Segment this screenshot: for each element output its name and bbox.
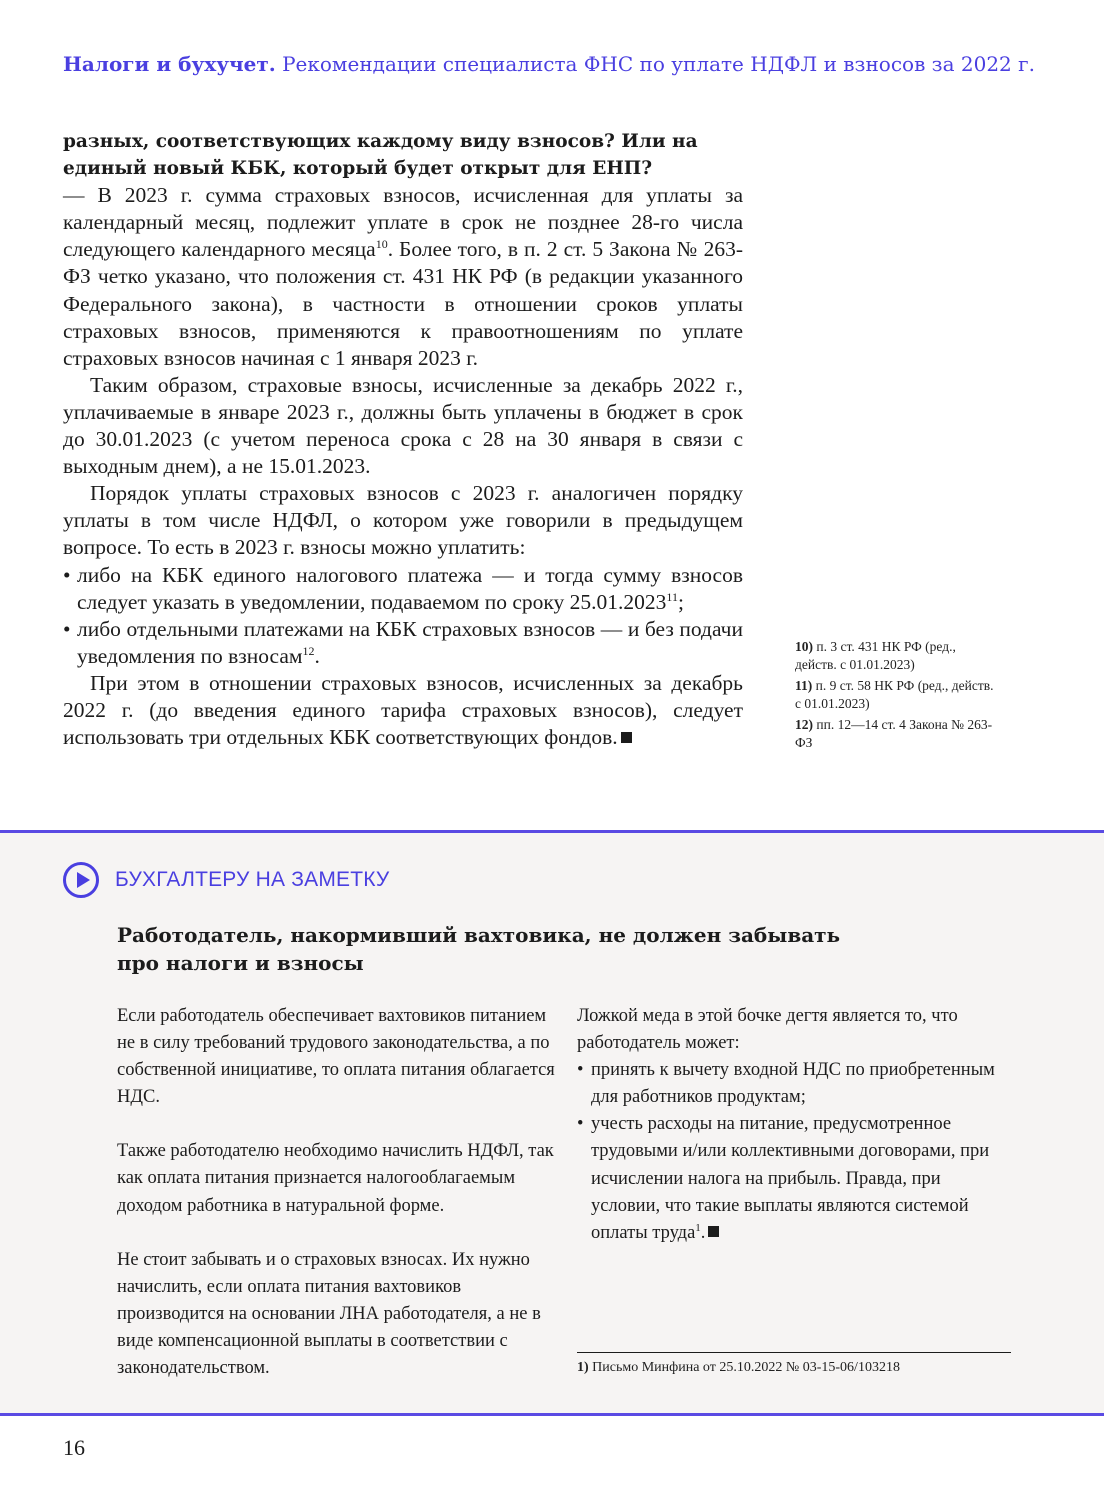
footnote-text: п. 3 ст. 431 НК РФ (ред., действ. с 01.01.2023): [795, 639, 956, 672]
note-title: Работодатель, накормивший вахтовика, не должен забывать про налоги и взносы: [117, 923, 841, 975]
footnote-number: 10): [795, 639, 813, 654]
answer-text: — В 2023 г. сумма страховых взносов, исчисленная для уплаты за календарный месяц, подлежит уплате в срок не позднее 28-го числа следующего календарного месяца: [63, 183, 743, 262]
paragraph-2: Таким образом, страховые взносы, исчисленные за декабрь 2022 г., уплачиваемые в январе 2023 г., должны быть уплачены в бюджет в срок до 30.01.2023 (с учетом переноса срока с 28 на 30 января в связи с выходным днем), а не 15.01.2023.: [63, 372, 743, 479]
list-item: [63, 616, 743, 670]
footnote-text: пп. 12—14 ст. 4 Закона № 263-ФЗ: [795, 717, 993, 750]
footnote-ref-1: 1: [695, 1221, 701, 1234]
footnote-ref-12: 12: [302, 643, 315, 658]
black-square-icon: [621, 732, 632, 743]
note-paragraph: Также работодателю необходимо начислить НДФЛ, так как оплата питания признается налогооблагаемым доходом работника в натуральной форме.: [117, 1141, 554, 1216]
paragraph-3: Порядок уплаты страховых взносов с 2023 г. аналогичен порядку уплаты в том числе НДФЛ, о котором уже говорили в предыдущем вопросе. То есть в 2023 г. взносы можно уплатить:: [63, 481, 743, 560]
note-paragraph: Не стоит забывать и о страховых взносах. Их нужно начислить, если оплата питания вахтовиков производится на основании ЛНА работодателя, а не в виде компенсационной выплаты в соответствии с законодательством.: [117, 1249, 541, 1379]
list-item: [577, 1111, 1007, 1246]
footnote-item: [795, 677, 995, 713]
paragraph-4-text: При этом в отношении страховых взносов, исчисленных за декабрь 2022 г. (до введения единого тарифа страховых взносов), следует использовать три отдельных КБК соответствующих фондов.: [63, 670, 743, 750]
note-footnote: [577, 1359, 1017, 1377]
main-text-column: [63, 128, 743, 751]
answer-paragraph: [63, 182, 743, 372]
list-item-end: .: [314, 643, 320, 668]
footnote-text: Письмо Минфина от 25.10.2022 № 03-15-06/103218: [592, 1360, 900, 1375]
header-section: Налоги и бухучет.: [63, 52, 276, 76]
list-item-end: .: [700, 1222, 706, 1243]
footnote-ref-11: 11: [666, 589, 678, 604]
footnote-item: [795, 716, 995, 752]
note-right-column: [577, 1003, 1007, 1247]
footnote-text: п. 9 ст. 58 НК РФ (ред., действ. с 01.01.2023): [795, 678, 994, 711]
footnote-ref-10: 10: [375, 237, 388, 252]
page-number: 16: [63, 1435, 85, 1460]
question-text: разных, соответствующих каждому виду взносов? Или на единый новый КБК, который будет открыт для ЕНП?: [63, 131, 698, 180]
footnote-divider: [577, 1352, 1011, 1353]
footnote-number: 1): [577, 1360, 589, 1375]
footnote-item: [795, 638, 995, 674]
accountant-note-box: [0, 830, 1104, 1416]
note-intro: Ложкой меда в этой бочке дегтя является то, что работодатель может:: [577, 1006, 958, 1054]
paragraph-4: [63, 670, 743, 751]
note-left-column: [117, 1003, 557, 1409]
note-header: [63, 860, 389, 900]
list-item-text: либо на КБК единого налогового платежа — и тогда сумму взносов следует указать в уведомлении, подаваемом по сроку 25.01.2023: [77, 562, 743, 614]
list-item-end: ;: [677, 589, 684, 614]
header-title: Рекомендации специалиста ФНС по уплате НДФЛ и взносов за 2022 г.: [282, 52, 1035, 76]
black-square-icon: [708, 1226, 719, 1237]
list-item: • принять к вычету входной НДС по приобретенным для работников продуктам;: [577, 1057, 1007, 1111]
note-paragraph: Если работодатель обеспечивает вахтовиков питанием не в силу требований трудового законодательства, а по собственной инициативе, то оплата питания облагается НДС.: [117, 1006, 555, 1108]
list-item: [63, 562, 743, 616]
list-item-text: либо отдельными платежами на КБК страховых взносов — и без подачи уведомления по взносам: [77, 616, 743, 668]
footnote-number: 12): [795, 717, 813, 732]
running-header: [63, 52, 1063, 76]
list-item-text: учесть расходы на питание, предусмотренное трудовыми и/или коллективными договорами, при исчислении налога на прибыль. Правда, при условии, что такие выплаты являются системой оплаты труда: [591, 1114, 990, 1243]
play-circle-icon: [63, 862, 99, 898]
note-label: БУХГАЛТЕРУ НА ЗАМЕТКУ: [115, 868, 390, 891]
margin-footnotes: [795, 638, 995, 755]
answer-text-rest: . Более того, в п. 2 ст. 5 Закона № 263-ФЗ четко указано, что положения ст. 431 НК РФ (в редакции указанного Федерального закона), в частности в отношении сроков уплаты страховых взносов, применяются к правоотношениям по уплате страховых взносов начиная с 1 января 2023 г.: [63, 237, 744, 370]
footnote-number: 11): [795, 678, 813, 693]
